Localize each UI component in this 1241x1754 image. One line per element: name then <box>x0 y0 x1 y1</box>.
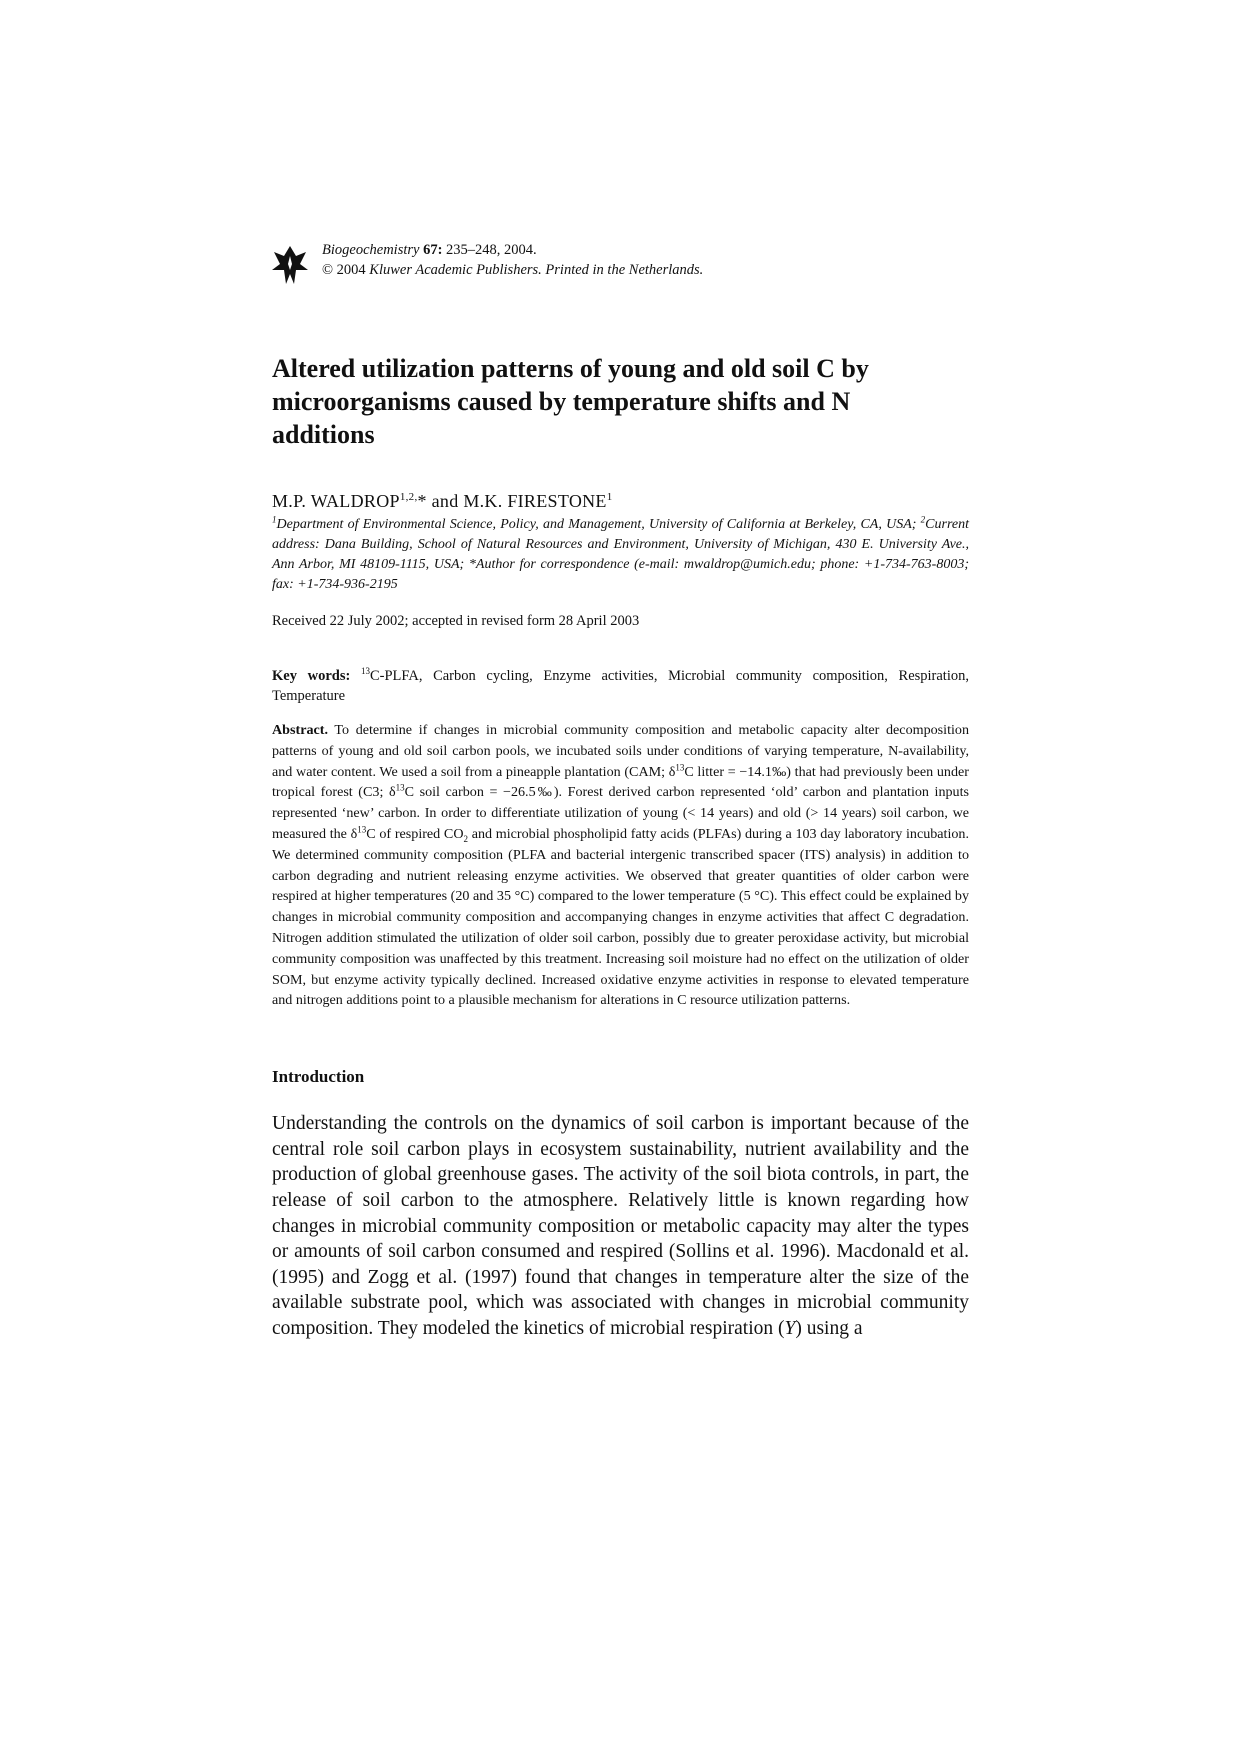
author-name: M.P. WALDROP <box>272 491 400 511</box>
section-heading: Introduction <box>272 1067 365 1087</box>
abstract <box>272 720 969 1011</box>
copyright-year: 2004 <box>333 262 370 278</box>
keywords-text: C-PLFA, Carbon cycling, Enzyme activities, Microbial community composition, Respiration, Temperature <box>272 668 969 704</box>
affiliations <box>272 515 969 595</box>
abstract-label: Abstract. <box>272 722 328 738</box>
received-dates: Received 22 July 2002; accepted in revised form 28 April 2003 <box>272 613 640 629</box>
author-affil-sup: 1 <box>606 491 613 503</box>
paper-page <box>272 240 969 1342</box>
copyright-text: Kluwer Academic Publishers. Printed in the Netherlands. <box>369 262 704 278</box>
paper-title: Altered utilization patterns of young and old soil C by microorganisms caused by temperature shifts and N additions <box>272 354 869 449</box>
journal-header <box>272 240 969 300</box>
abstract-text: To determine if changes in microbial community composition and metabolic capacity alter decomposition patterns of young and old soil carbon pools, we incubated soils under conditions of varying temperature, N-availability, and water content. We used a soil from a pineapple plantation (CAM; δ <box>272 722 969 780</box>
abstract-sup: 13 <box>357 824 367 835</box>
author-affil-sup: 1,2, <box>399 491 418 503</box>
journal-citation <box>322 240 703 280</box>
abstract-text: and microbial phospholipid fatty acids (PLFAs) during a 103 day laboratory incubation. We determined community composition (PLFA and bacterial intergenic transcribed spacer (ITS) analysis) in addition to carbon degrading and nutrient releasing enzyme activities. We observed that greater quantities of older carbon were respired at higher temperatures (20 and 35 °C) compared to the lower temperature (5 °C). This effect could be explained by changes in microbial community composition and accompanying changes in enzyme activities that affect C degradation. Nitrogen addition stimulated the utilization of older soil carbon, possibly due to greater peroxidase activity, but microbial community composition was unaffected by this treatment. Increasing soil moisture had no effect on the utilization of older SOM, but enzyme activity typically declined. Increased oxidative enzyme activities in response to elevated temperature and nitrogen additions point to a plausible mechanism for alterations in C resource utilization patterns. <box>272 825 969 1009</box>
journal-pages-year: 235–248, 2004. <box>442 242 537 258</box>
affil-text: Current address: Dana Building, School of Natural Resources and Environment, University of Michigan, 430 E. University Ave., Ann Arbor, MI 48109-1115, USA; *Author for correspondence (e-mail: mwaldrop@umich.edu; phone: +1-734-763-8003; fax: +1-734-936-2195 <box>272 517 969 592</box>
copyright-symbol: © <box>322 262 334 278</box>
abstract-sup: 13 <box>395 782 405 793</box>
affil-sup: 2 <box>920 514 926 525</box>
keywords-label: Key words: <box>272 668 351 684</box>
keywords-sup: 13 <box>360 666 370 677</box>
intro-text: Understanding the controls on the dynamics of soil carbon is important because of the central role soil carbon plays in ecosystem sustainability, nutrient availability and the production of global greenhouse gases. The activity of the soil biota controls, in part, the release of soil carbon to the atmosphere. Relatively little is known regarding how changes in microbial community composition or metabolic capacity may alter the types or amounts of soil carbon consumed and respired (Sollins et al. 1996). Macdonald et al. (1995) and Zogg et al. (1997) found that changes in temperature alter the size of the available substrate pool, which was associated with changes in microbial community composition. They modeled the kinetics of microbial respiration ( <box>272 1113 969 1339</box>
journal-citation-line <box>322 240 703 260</box>
abstract-text: C of respired CO <box>366 825 464 842</box>
introduction-paragraph <box>272 1111 969 1341</box>
abstract-text: C litter = −14.1‰) that had previously been under tropical forest (C3; δ <box>272 763 969 801</box>
abstract-sup: 13 <box>675 761 685 772</box>
corresponding-star: * <box>417 491 427 511</box>
author-name: M.K. FIRESTONE <box>463 491 607 511</box>
journal-volume: 67: <box>423 242 443 258</box>
abstract-sub: 2 <box>463 833 469 844</box>
copyright-line <box>322 260 703 280</box>
journal-name: Biogeochemistry <box>322 242 420 258</box>
author-connector: and <box>426 491 464 511</box>
publisher-logo-icon <box>272 244 308 286</box>
affil-sup: 1 <box>272 514 277 525</box>
intro-text: ) using a <box>795 1317 863 1339</box>
keywords <box>272 666 969 706</box>
affil-text: Department of Environmental Science, Policy, and Management, University of California at Berkeley, CA, USA; <box>276 517 921 532</box>
abstract-text: C soil carbon = −26.5‰). Forest derived carbon represented ‘old’ carbon and plantation inputs represented ‘new’ carbon. In order to differentiate utilization of young (< 14 years) and old (> 14 years) soil carbon, we measured the δ <box>272 784 970 842</box>
author-list <box>272 491 969 512</box>
intro-variable: Y <box>784 1317 796 1339</box>
